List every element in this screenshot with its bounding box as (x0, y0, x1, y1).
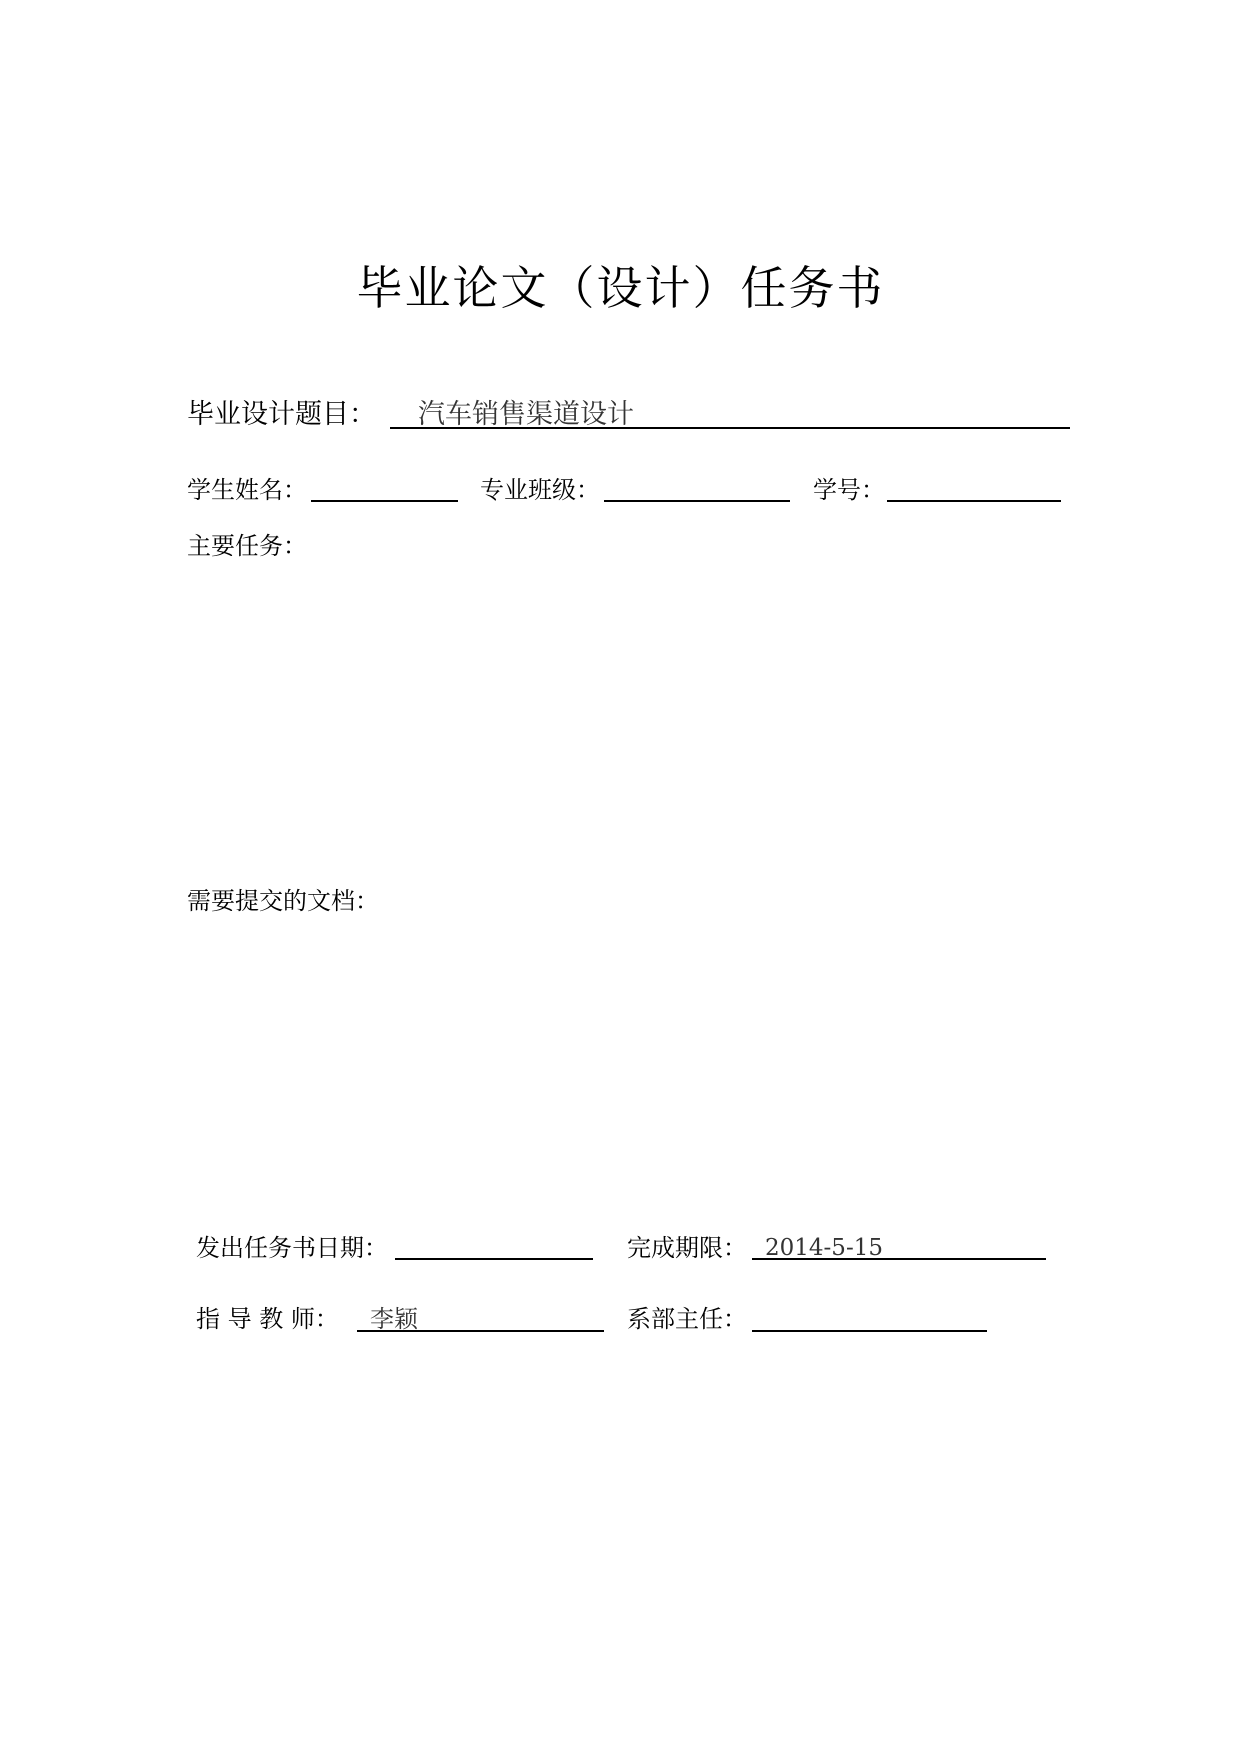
dept-head-underline (752, 1330, 987, 1332)
advisor-value: 李颖 (370, 1305, 418, 1333)
major-class-label: 专业班级： (480, 476, 600, 504)
advisor-underline (357, 1330, 604, 1332)
deadline-label: 完成期限： (627, 1234, 747, 1262)
advisor-label (196, 1304, 339, 1334)
issue-date-underline (395, 1258, 593, 1260)
topic-value: 汽车销售渠道设计 (418, 399, 634, 430)
student-id-underline (887, 500, 1061, 502)
deadline-value: 2014-5-15 (765, 1235, 883, 1261)
document-title: 毕业论文（设计）任务书 (356, 261, 885, 315)
student-id-label: 学号： (813, 476, 885, 504)
advisor-label-text: 指 导 教 师： (196, 1305, 339, 1333)
main-tasks-label: 主要任务： (187, 532, 307, 560)
deadline-underline (752, 1258, 1046, 1260)
major-class-underline (604, 500, 790, 502)
student-name-label: 学生姓名： (187, 476, 307, 504)
issue-date-label: 发出任务书日期： (196, 1234, 388, 1262)
topic-label: 毕业设计题目： (187, 399, 376, 430)
dept-head-label: 系部主任： (627, 1305, 747, 1333)
topic-underline (390, 427, 1070, 429)
documents-label: 需要提交的文档： (187, 887, 379, 915)
student-name-underline (311, 500, 458, 502)
